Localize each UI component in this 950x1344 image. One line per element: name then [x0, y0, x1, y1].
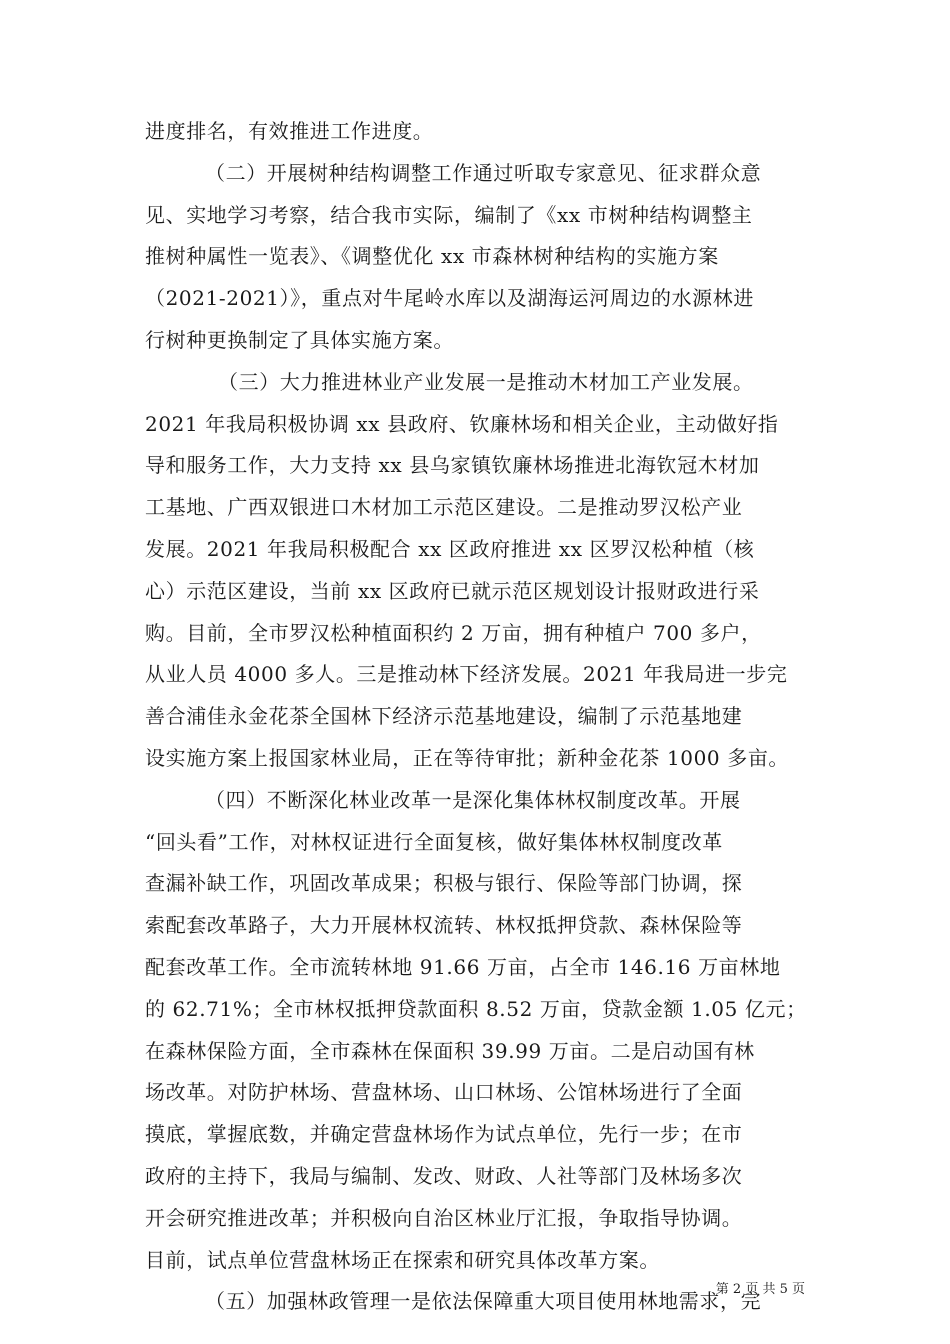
paragraph-heading-line: （五）加强林政管理一是依法保障重大项目使用林地需求，完	[205, 1289, 762, 1313]
text-line: 在森林保险方面，全市森林在保面积 39.99 万亩。二是启动国有林	[145, 1039, 755, 1063]
text-line: 见、实地学习考察，结合我市实际，编制了《xx 市树种结构调整主	[145, 203, 753, 227]
text-line: 索配套改革路子，大力开展林权流转、林权抵押贷款、森林保险等	[145, 913, 743, 937]
paragraph-heading-line: （二）开展树种结构调整工作通过听取专家意见、征求群众意	[205, 161, 762, 185]
text-line: 心）示范区建设，当前 xx 区政府已就示范区规划设计报财政进行采	[145, 579, 760, 603]
text-line: 的 62.71%；全市林权抵押贷款面积 8.52 万亩，贷款金额 1.05 亿元；	[145, 997, 807, 1021]
paragraph-heading-line: （三）大力推进林业产业发展一是推动木材加工产业发展。	[218, 370, 754, 394]
text-line: 设实施方案上报国家林业局，正在等待审批；新种金花茶 1000 多亩。	[145, 746, 790, 770]
text-line: 场改革。对防护林场、营盘林场、山口林场、公馆林场进行了全面	[145, 1080, 743, 1104]
text-line: 配套改革工作。全市流转林地 91.66 万亩，占全市 146.16 万亩林地	[145, 955, 781, 979]
text-line: 从业人员 4000 多人。三是推动林下经济发展。2021 年我局进一步完	[145, 662, 788, 686]
text-line: 工基地、广西双银进口木材加工示范区建设。二是推动罗汉松产业	[145, 495, 743, 519]
text-line: 政府的主持下，我局与编制、发改、财政、人社等部门及林场多次	[145, 1164, 743, 1188]
text-line: 进度排名，有效推进工作进度。	[145, 119, 434, 143]
text-line: 摸底，掌握底数，并确定营盘林场作为试点单位，先行一步；在市	[145, 1122, 743, 1146]
text-line: 导和服务工作，大力支持 xx 县乌家镇钦廉林场推进北海钦冠木材加	[145, 453, 760, 477]
text-line: 2021 年我局积极协调 xx 县政府、钦廉林场和相关企业，主动做好指	[145, 412, 779, 436]
text-line: 行树种更换制定了具体实施方案。	[145, 328, 454, 352]
paragraph-heading-line: （四）不断深化林业改革一是深化集体林权制度改革。开展	[205, 788, 741, 812]
text-line: 目前，试点单位营盘林场正在探索和研究具体改革方案。	[145, 1248, 660, 1272]
text-line: 查漏补缺工作，巩固改革成果；积极与银行、保险等部门协调，探	[145, 871, 743, 895]
text-line: 善合浦佳永金花茶全国林下经济示范基地建设，编制了示范基地建	[145, 704, 743, 728]
text-line: 推树种属性一览表》、《调整优化 xx 市森林树种结构的实施方案	[145, 244, 719, 268]
text-line: 开会研究推进改革；并积极向自治区林业厅汇报，争取指导协调。	[145, 1206, 743, 1230]
text-line: （2021-2021）》，重点对牛尾岭水库以及湖海运河周边的水源林进	[145, 286, 754, 310]
page-number-footer: 第 2 页 共 5 页	[715, 1282, 805, 1297]
text-line: “回头看”工作，对林权证进行全面复核，做好集体林权制度改革	[145, 830, 723, 854]
text-line: 发展。2021 年我局积极配合 xx 区政府推进 xx 区罗汉松种植（核	[145, 537, 755, 561]
text-line: 购。目前，全市罗汉松种植面积约 2 万亩，拥有种植户 700 多户，	[145, 621, 762, 645]
